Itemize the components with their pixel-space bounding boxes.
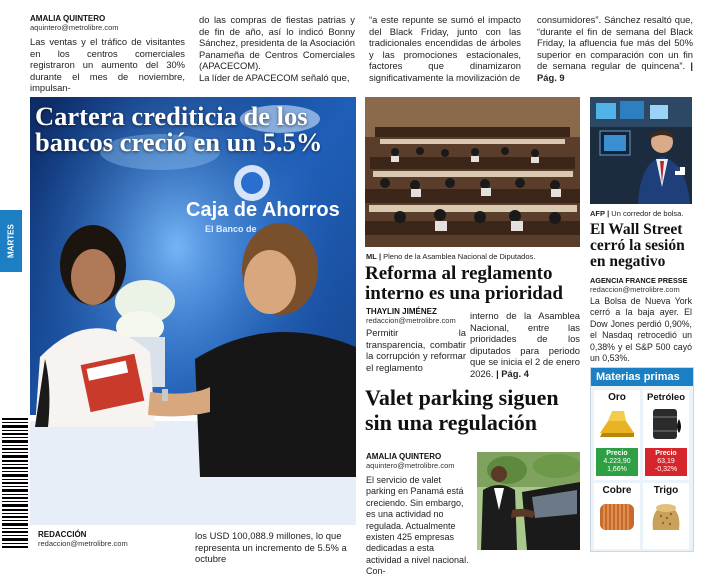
author-name: AMALIA QUINTERO xyxy=(30,14,106,23)
commodity-copper[interactable] xyxy=(594,483,640,549)
lead-photo[interactable] xyxy=(30,97,356,525)
lead-byline xyxy=(38,530,188,548)
article-text: consumidores”. Sánchez resaltó que, “durante el fin de semana del Black Friday, la afluencia fue más del 50% superior en comparación con un fin de semana regular de quincena”. xyxy=(537,14,693,72)
author-email: aquintero@metrolibre.com xyxy=(366,461,455,470)
author-name: REDACCIÓN xyxy=(38,530,87,539)
commodity-oil[interactable] xyxy=(643,390,689,480)
price-value: 4.223,90 xyxy=(603,458,631,465)
top-col-4 xyxy=(537,14,693,84)
article-text: Las ventas y el tráfico de visitantes en los centros comerciales registraron un aumento del 30% durante el mes de noviembre, impulsan- xyxy=(30,36,185,94)
photo-sign-subtext: El Banco de xyxy=(205,224,257,234)
wallstreet-byline xyxy=(590,276,700,294)
author-name: AMALIA QUINTERO xyxy=(366,452,442,461)
copper-coil-icon xyxy=(594,496,640,536)
reform-text-col1: Permitir la transparencia, combatir la corrupción y reformar el reglamento xyxy=(366,327,466,373)
commodity-name: Trigo xyxy=(653,485,679,496)
wallstreet-headline[interactable]: El Wall Street cerró la sesión en negativo xyxy=(590,221,685,270)
gold-bars-icon xyxy=(594,403,640,443)
caption-source: ML xyxy=(366,252,377,261)
valet-byline xyxy=(366,452,476,470)
day-label: MARTES xyxy=(6,224,16,258)
oil-barrel-icon xyxy=(643,403,689,443)
price-value: 63,19 xyxy=(657,458,675,465)
caption-text: Un corredor de bolsa. xyxy=(611,209,684,218)
price-change: -0,32% xyxy=(654,466,678,473)
author-name: AGENCIA FRANCE PRESSE xyxy=(590,276,688,285)
article-text: do las compras de fiestas patrias y de fin de año, así lo indicó Bonny Sánchez, presidenta de la Asociación Panameña de Centros Comerciales (APACECOM). xyxy=(199,14,355,72)
gold-price-badge xyxy=(596,448,638,476)
valet-headline[interactable]: Valet parking siguen sin una regulación xyxy=(365,385,559,435)
commodities-box xyxy=(590,367,694,552)
photo-sign-text: Caja de Ahorros xyxy=(186,199,340,221)
author-email: redaccion@metrolibre.com xyxy=(590,285,680,294)
top-col-1 xyxy=(30,0,185,94)
caption-source: AFP xyxy=(590,209,605,218)
commodity-name: Petróleo xyxy=(646,392,685,403)
wallstreet-text: La Bolsa de Nueva York cerró a la baja ayer. El Dow Jones perdió 0,90%, el Nasdaq retrocedió un 0,38% y el S&P 500 cayó un 0,53%. xyxy=(590,296,692,364)
assembly-caption: ML | Pleno de la Asamblea Nacional de Diputados. xyxy=(366,252,536,261)
lead-text: los USD 100,088.9 millones, lo que representa un incremento de 5.5% a octubre xyxy=(195,530,347,565)
barcode xyxy=(2,418,28,550)
article-text: La líder de APACECOM señaló que, xyxy=(199,71,350,83)
wallstreet-photo[interactable] xyxy=(590,97,692,204)
price-label: Precio xyxy=(655,450,677,457)
commodity-name: Oro xyxy=(608,392,626,403)
top-col-2 xyxy=(199,14,355,84)
oil-price-badge xyxy=(645,448,687,476)
author-email: redaccion@metrolibre.com xyxy=(366,316,456,325)
commodity-wheat[interactable] xyxy=(643,483,689,549)
reform-text-col2 xyxy=(470,310,580,380)
article-text: interno de la Asamblea Nacional, entre las prioridades de los diputados para periodo que se inicia el 2 de enero 2026. xyxy=(470,310,580,379)
top-col-3 xyxy=(369,14,521,84)
page-reference[interactable]: | Pág. 4 xyxy=(496,367,529,379)
reform-headline[interactable]: Reforma al reglamento interno es una prioridad xyxy=(365,263,563,304)
valet-text: El servicio de valet parking en Panamá está creciendo. Sin embargo, es una actividad no regulada. Actualmente existen 425 empresas dedicadas a esta actividad a nivel nacional. Con- xyxy=(366,475,469,577)
commodity-name: Cobre xyxy=(602,485,632,496)
author-email: redaccion@metrolibre.com xyxy=(38,539,128,548)
page-reference[interactable]: | Pág. 9 xyxy=(537,60,694,83)
commodity-gold[interactable] xyxy=(594,390,640,480)
author-name: THAYLIN JIMÉNEZ xyxy=(366,307,437,316)
wheat-sack-icon xyxy=(643,496,689,536)
price-label: Precio xyxy=(606,450,628,457)
wallstreet-caption: AFP | Un corredor de bolsa. xyxy=(590,209,684,218)
day-tab xyxy=(0,210,22,272)
caption-text: Pleno de la Asamblea Nacional de Diputados. xyxy=(383,252,536,261)
article-text: “a este repunte se sumó el impacto del Black Friday, junto con las tradicionales encendidas de árboles y las promociones estacionales, factores que dinamizaron significativamente la movilización de xyxy=(369,14,521,83)
price-change: 1,66% xyxy=(607,466,627,473)
valet-photo[interactable] xyxy=(477,452,580,550)
author-email: aquintero@metrolibre.com xyxy=(30,23,119,32)
commodities-title: Materias primas xyxy=(591,368,693,386)
assembly-photo[interactable] xyxy=(365,97,580,247)
lead-headline[interactable]: Cartera crediticia de los bancos creció en un 5.5% xyxy=(35,101,323,157)
